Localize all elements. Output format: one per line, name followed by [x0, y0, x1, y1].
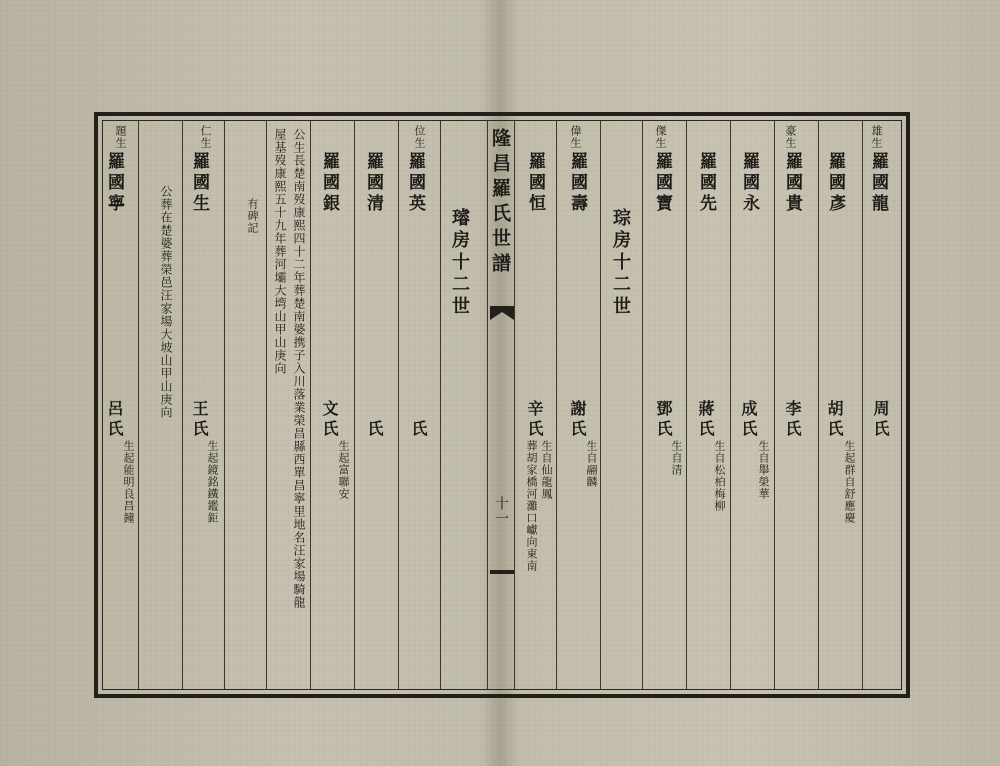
entry-wife: 氏 [409, 420, 428, 440]
column-divider [730, 121, 731, 689]
entry-note: 生起群自舒應慶 [843, 440, 856, 524]
book-title: 隆昌羅氏世譜 [489, 128, 511, 278]
entry-wife: 成氏 [739, 400, 758, 440]
biography-line: 屋基歿康熙五十九年葬河壩大塆山甲山庚向 [273, 128, 287, 375]
biography-note: 有碑記 [246, 198, 259, 234]
biography-burial: 公葬在楚婆葬榮邑汪家場大坡山甲山庚向 [159, 185, 173, 419]
entry-wife: 氏 [365, 420, 384, 440]
entry-note: 生起鏡銘鐵鑑鉅 [206, 440, 219, 524]
entry-name: 羅國貴 [782, 152, 802, 215]
entry-wife: 文氏 [320, 400, 339, 440]
entry-note: 生自舉榮華 [757, 440, 770, 500]
entry-wife: 呂氏 [105, 400, 124, 440]
entry-note: 生自仙龍鳳 [540, 440, 553, 500]
entry-name: 羅國壽 [567, 152, 587, 215]
column-divider [182, 121, 183, 689]
entry-wife: 周氏 [871, 400, 890, 440]
entry-wife: 謝氏 [568, 400, 587, 440]
entry-wife: 鄧氏 [654, 400, 673, 440]
column-divider [600, 121, 601, 689]
entry-name: 羅國寶 [652, 152, 672, 215]
column-divider [556, 121, 557, 689]
entry-name: 羅國恒 [525, 152, 545, 215]
column-divider [862, 121, 863, 689]
entry-wife: 辛氏 [525, 400, 544, 440]
entry-note: 生自松柏梅柳 [713, 440, 726, 512]
spine-divider [487, 121, 488, 689]
entry-name: 羅國生 [189, 152, 209, 215]
column-divider [354, 121, 355, 689]
column-divider [310, 121, 311, 689]
entry-parent: 豪生 [784, 125, 797, 149]
entry-name: 羅國永 [739, 152, 759, 215]
column-divider [774, 121, 775, 689]
entry-parent: 傑生 [654, 125, 667, 149]
entry-parent: 題生 [114, 125, 127, 149]
entry-note: 生起能明良昌鐘 [122, 440, 135, 524]
entry-parent: 位生 [413, 125, 426, 149]
entry-name: 羅國清 [363, 152, 383, 215]
entry-name: 羅國英 [405, 152, 425, 215]
entry-burial-note: 葬胡家橋河灘口巘向東南 [525, 440, 538, 572]
column-divider [266, 121, 267, 689]
fish-tail-mark-upper [490, 306, 514, 320]
branch-heading-left: 璿房十二世 [449, 208, 470, 318]
entry-note: 生自清 [670, 440, 683, 476]
entry-parent: 仁生 [199, 125, 212, 149]
entry-name: 羅國銀 [319, 152, 339, 215]
entry-wife: 王氏 [190, 400, 209, 440]
column-divider [818, 121, 819, 689]
column-divider [224, 121, 225, 689]
entry-wife: 李氏 [783, 400, 802, 440]
entry-name: 羅國先 [696, 152, 716, 215]
entry-name: 羅國龍 [868, 152, 888, 215]
entry-parent: 雄生 [870, 125, 883, 149]
column-divider [686, 121, 687, 689]
entry-note: 生起富聯安 [337, 440, 350, 500]
column-divider [642, 121, 643, 689]
column-divider [398, 121, 399, 689]
biography-line: 公生長楚南歿康熙四十二年葬楚南婆携子入川落業榮昌縣西單昌寧里地名汪家場騎龍 [292, 128, 306, 609]
entry-parent: 偉生 [569, 125, 582, 149]
branch-heading-right: 琮房十二世 [610, 208, 631, 318]
column-divider [440, 121, 441, 689]
entry-wife: 胡氏 [825, 400, 844, 440]
page-number: 十一 [493, 496, 509, 526]
spine-divider [514, 121, 515, 689]
entry-note: 生自翮麟 [585, 440, 598, 488]
entry-name: 羅國寧 [104, 152, 124, 215]
entry-wife: 蔣氏 [696, 400, 715, 440]
column-divider [138, 121, 139, 689]
entry-name: 羅國彥 [825, 152, 845, 215]
fish-tail-mark-lower [490, 570, 514, 574]
